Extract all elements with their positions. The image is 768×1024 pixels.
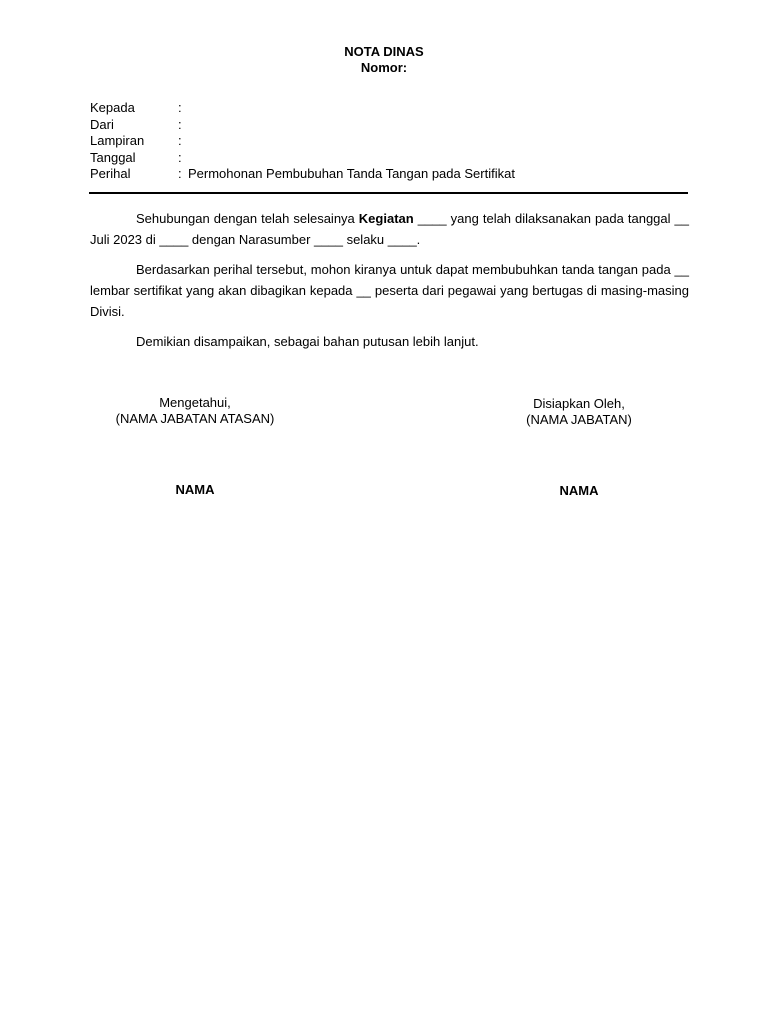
paragraph-intro-end: ____ yang telah dilaksanakan pada tanggal __ Juli 2023 di ____ dengan Narasumber ____ selaku ____.	[90, 211, 690, 247]
document-number-label: Nomor:	[360, 60, 408, 75]
meta-value	[188, 150, 690, 167]
signature-caption: Disiapkan Oleh,	[533, 396, 625, 411]
meta-row-lampiran	[90, 133, 690, 150]
meta-value: Permohonan Pembubuhan Tanda Tangan pada Sertifikat	[188, 166, 515, 181]
document-title: NOTA DINAS	[344, 44, 424, 59]
signature-block-left	[90, 395, 300, 498]
paragraph-intro	[90, 208, 689, 250]
signature-position: (NAMA JABATAN)	[526, 412, 632, 427]
meta-label: Perihal	[90, 166, 131, 181]
paragraph-intro-bold: Kegiatan	[358, 211, 414, 226]
signature-name: NAMA	[175, 482, 215, 497]
meta-value	[188, 117, 690, 134]
memo-body	[90, 208, 689, 361]
meta-label: Kepada	[90, 100, 135, 115]
paragraph-intro-start: Sehubungan dengan telah selesainya	[136, 211, 359, 226]
meta-value	[188, 100, 690, 117]
meta-separator: :	[178, 133, 182, 148]
meta-label: Lampiran	[90, 133, 145, 148]
meta-label: Tanggal	[90, 149, 136, 165]
meta-separator: :	[178, 149, 182, 165]
meta-separator: :	[178, 166, 182, 181]
memo-header-fields	[90, 100, 690, 183]
meta-label: Dari	[90, 116, 114, 132]
meta-value	[188, 133, 690, 150]
paragraph-closing: Demikian disampaikan, sebagai bahan putusan lebih lanjut.	[136, 334, 479, 349]
signature-block-right	[474, 396, 684, 499]
signature-caption: Mengetahui,	[159, 395, 231, 410]
meta-separator: :	[178, 100, 182, 115]
meta-row-perihal	[90, 166, 690, 183]
meta-row-kepada	[90, 100, 690, 117]
paragraph-request: Berdasarkan perihal tersebut, mohon kiranya untuk dapat membubuhkan tanda tangan pada __ lembar sertifikat yang akan dibagikan kepada __ peserta dari pegawai yang bertugas di masing-masing Divisi.	[90, 262, 689, 319]
header-divider	[89, 192, 688, 194]
signature-name: NAMA	[559, 483, 599, 498]
meta-row-tanggal	[90, 150, 690, 167]
signature-position: (NAMA JABATAN ATASAN)	[115, 411, 275, 426]
meta-row-dari	[90, 117, 690, 134]
meta-separator: :	[178, 116, 182, 132]
